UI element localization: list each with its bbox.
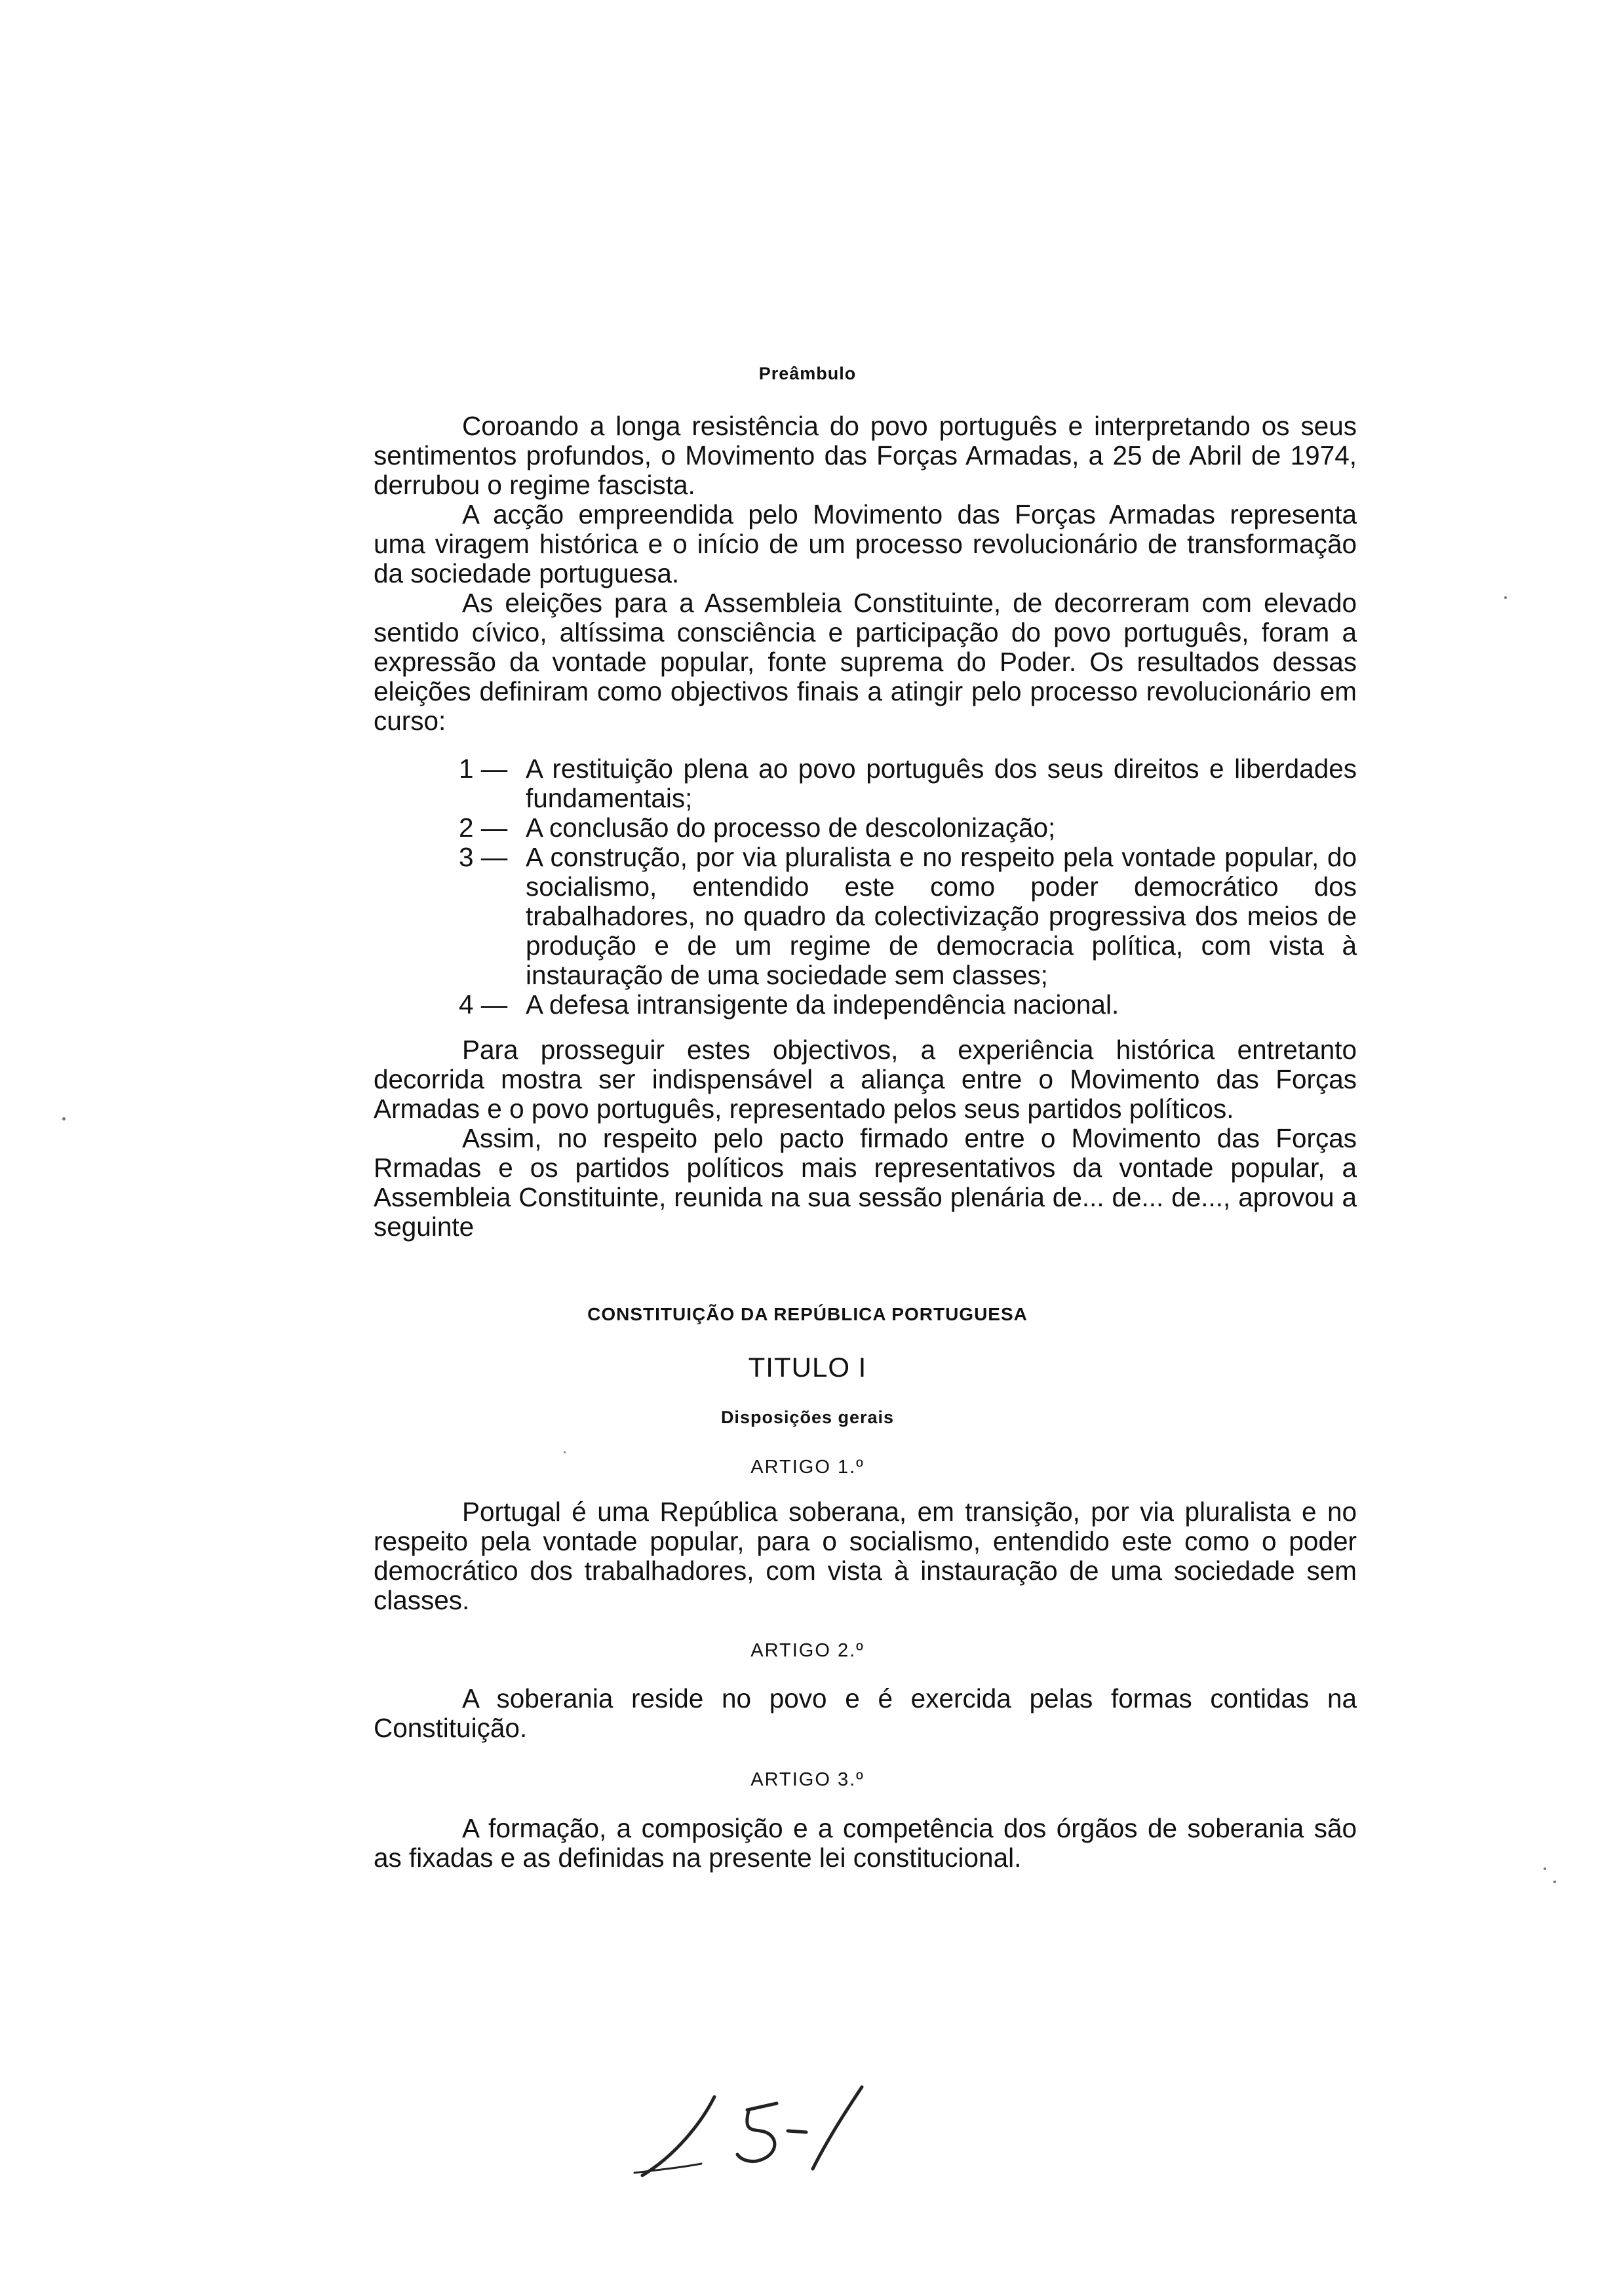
- objective-number: 3 —: [459, 842, 508, 872]
- objective-text: A construção, por via pluralista e no respeito pela vontade popular, do socialismo, entendido este como poder democrático dos trabalhadores, no quadro da colectivização progressiva dos meios de produção e de um regime de democracia política, com vista à instauração de uma sociedade sem classes;: [526, 842, 1357, 990]
- article-2-text: A soberania reside no povo e é exercida pelas formas contidas na Constituição.: [374, 1683, 1357, 1743]
- preamble-paragraph-3: As eleições para a Assembleia Constituinte, de decorreram com elevado sentido cívico, altíssima consciência e participação do povo português, foram a expressão da vontade popular, fonte suprema do Poder. Os resultados dessas eleições definiram como objectivos finais a atingir pelo processo revolucionário em curso:: [374, 588, 1357, 736]
- objective-number: 4 —: [459, 989, 508, 1020]
- article-3-label: ARTIGO 3.º: [750, 1769, 865, 1790]
- objective-text: A conclusão do processo de descolonização;: [526, 813, 1056, 843]
- scan-speck: [1553, 1881, 1556, 1883]
- article-3-text: A formação, a composição e a competência dos órgãos de soberania são as fixadas e as definidas na presente lei constitucional.: [374, 1813, 1357, 1873]
- titulo-heading: TITULO I: [748, 1352, 867, 1383]
- objective-item-2: [459, 813, 1357, 843]
- scan-speck: [1504, 596, 1507, 599]
- objective-number: 2 —: [459, 813, 508, 843]
- objectives-list: [459, 754, 1357, 1020]
- constitution-title: CONSTITUIÇÃO DA REPÚBLICA PORTUGUESA: [587, 1304, 1028, 1324]
- scan-speck: [62, 1117, 66, 1120]
- article-1-label: ARTIGO 1.º: [750, 1457, 865, 1478]
- preamble-closing-paragraph-1: Para prosseguir estes objectivos, a experiência histórica entretanto decorrida mostra ser indispensável a aliança entre o Movimento das Forças Armadas e o povo português, representado pelos seus partidos políticos.: [374, 1035, 1357, 1124]
- handwritten-page-number: [616, 2084, 898, 2182]
- preamble-closing-paragraph-2: Assim, no respeito pelo pacto firmado entre o Movimento das Forças Rrmadas e os partidos políticos mais representativos da vontade popular, a Assembleia Constituinte, reunida na sua sessão plenária de... de... de..., aprovou a seguinte: [374, 1123, 1357, 1242]
- objective-text: A restituição plena ao povo português dos seus direitos e liberdades fundamentais;: [526, 754, 1357, 813]
- scan-speck: [564, 1451, 566, 1453]
- preamble-paragraph-1: Coroando a longa resistência do povo português e interpretando os seus sentimentos profundos, o Movimento das Forças Armadas, a 25 de Abril de 1974, derrubou o regime fascista.: [374, 411, 1357, 500]
- objective-text: A defesa intransigente da independência nacional.: [526, 989, 1119, 1020]
- objective-item-1: [459, 754, 1357, 813]
- objective-item-4: [459, 990, 1357, 1020]
- titulo-subtitle: Disposições gerais: [720, 1407, 895, 1427]
- preamble-title: Preâmbulo: [758, 364, 857, 383]
- article-1-text: Portugal é uma República soberana, em transição, por via pluralista e no respeito pela vontade popular, para o socialismo, entendido este como o poder democrático dos trabalhadores, com vista à instauração de uma sociedade sem classes.: [374, 1497, 1357, 1615]
- article-2-label: ARTIGO 2.º: [750, 1640, 865, 1661]
- scan-speck: [1544, 1867, 1546, 1870]
- preamble-paragraph-2: A acção empreendida pelo Movimento das Forças Armadas representa uma viragem histórica e o início de um processo revolucionário de transformação da sociedade portuguesa.: [374, 499, 1357, 588]
- objective-item-3: [459, 843, 1357, 990]
- objective-number: 1 —: [459, 754, 508, 784]
